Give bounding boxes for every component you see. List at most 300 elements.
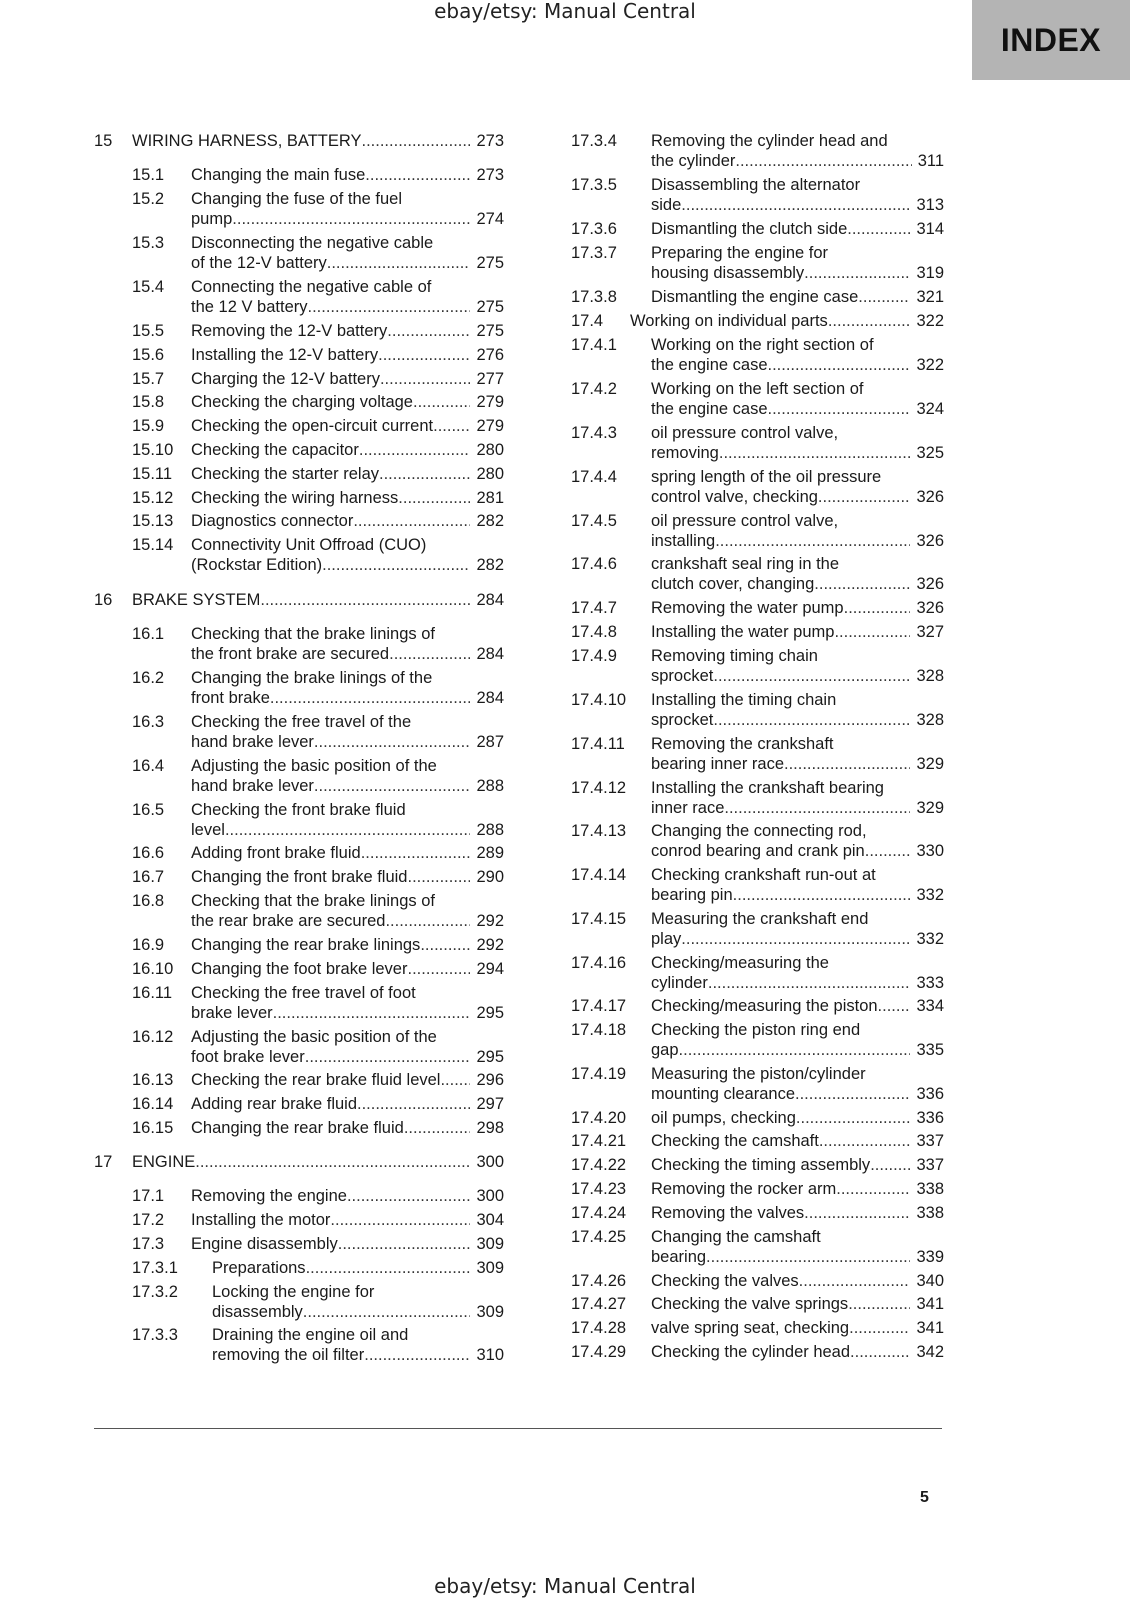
toc-leader-dots [322, 555, 470, 575]
toc-entry-text: disassembly [212, 1303, 303, 1321]
toc-entry-number: 15.6 [132, 346, 165, 364]
toc-entry-text: side [651, 196, 682, 214]
toc-entry-title [191, 891, 504, 931]
toc-entry-line [651, 598, 944, 618]
toc-entry-line [191, 1003, 504, 1023]
toc-entry-title [212, 1325, 504, 1365]
toc-entry-page: 288 [476, 821, 504, 839]
toc-entry-text: Removing timing chain [651, 647, 818, 665]
toc-entry-text: Charging the 12-V battery [191, 370, 380, 388]
toc-entry-page: 287 [476, 733, 504, 751]
toc-entry-number: 17.4.23 [571, 1180, 627, 1198]
toc-entry-text: the cylinder [651, 152, 736, 170]
toc-leader-dots [818, 487, 911, 507]
toc-entry-page: 275 [476, 298, 504, 316]
toc-entry-title [651, 1131, 944, 1151]
toc-entry-page: 314 [916, 220, 944, 238]
toc-entry-page: 336 [916, 1109, 944, 1127]
toc-entry-number: 16.10 [132, 960, 174, 978]
toc-entry-text: Checking the valves [651, 1272, 799, 1290]
toc-leader-dots [330, 1210, 470, 1230]
toc-entry-line [191, 253, 504, 273]
toc-entry-title [651, 1294, 944, 1314]
toc-entry-line [191, 800, 504, 820]
toc-entry-number: 17.4.5 [571, 512, 617, 530]
toc-entry-text: BRAKE SYSTEM [132, 591, 261, 609]
toc-entry-line [191, 297, 504, 317]
toc-entry-number: 16.5 [132, 801, 165, 819]
toc-entry-number: 17.3.8 [571, 288, 617, 306]
toc-entry-page: 279 [476, 393, 504, 411]
toc-leader-dots [713, 666, 910, 686]
toc-entry-line [651, 1084, 944, 1104]
toc-entry-page: 326 [916, 575, 944, 593]
toc-leader-dots [389, 644, 470, 664]
toc-entry-line [651, 263, 944, 283]
toc-entry-text: removing [651, 444, 719, 462]
toc-entry-page: 309 [476, 1259, 504, 1277]
toc-leader-dots [327, 253, 471, 273]
toc-entry-line [651, 1179, 944, 1199]
toc-entry-title [212, 1282, 504, 1322]
toc-entry-title [651, 467, 944, 507]
toc-entry-line [191, 321, 504, 341]
toc-entry-line [651, 511, 944, 531]
toc-entry-number: 16.2 [132, 669, 165, 687]
toc-entry-line [651, 1064, 944, 1084]
toc-entry-page: 337 [916, 1156, 944, 1174]
footer-watermark: ebay/etsy: Manual Central [434, 1574, 696, 1598]
toc-leader-dots [362, 131, 471, 151]
toc-entry-text: inner race [651, 799, 725, 817]
toc-entry-text: clutch cover, changing [651, 575, 815, 593]
toc-entry-line [191, 644, 504, 664]
toc-entry-text: Checking the free travel of foot [191, 984, 416, 1002]
toc-entry-text: Locking the engine for [212, 1283, 375, 1301]
toc-entry-number: 17.4.26 [571, 1272, 627, 1290]
toc-entry-text: Measuring the piston/cylinder [651, 1065, 866, 1083]
toc-entry-text: control valve, checking [651, 488, 818, 506]
toc-entry-page: 289 [476, 844, 504, 862]
toc-leader-dots [715, 531, 910, 551]
toc-entry-number: 17.4.11 [571, 735, 625, 753]
toc-entry-page: 275 [476, 322, 504, 340]
toc-entry-title [651, 646, 944, 686]
index-tab-label: INDEX [1000, 22, 1102, 58]
toc-entry-text: Checking the starter relay [191, 465, 380, 483]
toc-entry-text: Changing the camshaft [651, 1228, 821, 1246]
toc-entry-text: Preparing the engine for [651, 244, 829, 262]
toc-entry-number: 16.9 [132, 936, 165, 954]
toc-entry-text: Removing the rocker arm [651, 1180, 837, 1198]
toc-entry-page: 326 [916, 532, 944, 550]
toc-entry-text: gap [651, 1041, 679, 1059]
toc-entry-line [191, 843, 504, 863]
toc-leader-dots [407, 867, 470, 887]
toc-entry-title [191, 1070, 504, 1090]
toc-entry-text: Dismantling the engine case [651, 288, 859, 306]
toc-entry-text: play [651, 930, 682, 948]
toc-entry-page: 281 [476, 489, 504, 507]
toc-entry-line [651, 355, 944, 375]
toc-entry-number: 17.4.4 [571, 468, 617, 486]
toc-entry-number: 17.4.14 [571, 866, 627, 884]
toc-entry-title [191, 712, 504, 752]
toc-entry-line [191, 233, 504, 253]
toc-entry-number: 17.4.29 [571, 1343, 627, 1361]
toc-entry-title [651, 131, 944, 171]
toc-entry-page: 336 [916, 1085, 944, 1103]
toc-leader-dots [385, 911, 470, 931]
toc-entry-line [191, 1094, 504, 1114]
toc-entry-title [191, 392, 504, 412]
toc-entry-page: 329 [916, 799, 944, 817]
toc-entry-line [191, 1027, 504, 1047]
toc-entry-page: 288 [476, 777, 504, 795]
toc-entry-text: Changing the foot brake lever [191, 960, 408, 978]
toc-entry-title [191, 756, 504, 796]
toc-entry-text: brake lever [191, 1004, 273, 1022]
toc-leader-dots [232, 209, 470, 229]
toc-entry-title [212, 1258, 504, 1278]
toc-entry-title [191, 440, 504, 460]
toc-entry-line [651, 690, 944, 710]
toc-entry-page: 335 [916, 1041, 944, 1059]
toc-entry-title [191, 867, 504, 887]
toc-entry-number: 17.4.19 [571, 1065, 627, 1083]
toc-entry-line [651, 379, 944, 399]
toc-entry-title [651, 1318, 944, 1338]
toc-entry-line [651, 1271, 944, 1291]
toc-leader-dots [858, 287, 910, 307]
toc-entry-number: 17.4.17 [571, 997, 627, 1015]
toc-entry-text: the engine case [651, 400, 768, 418]
toc-entry-title [191, 959, 504, 979]
toc-entry-line [191, 935, 504, 955]
toc-entry-line [651, 710, 944, 730]
toc-entry-title [651, 1020, 944, 1060]
toc-entry-number: 16.13 [132, 1071, 174, 1089]
toc-entry-page: 328 [916, 711, 944, 729]
toc-entry-line [191, 867, 504, 887]
toc-entry-title [630, 311, 944, 331]
toc-entry-text: valve spring seat, checking [651, 1319, 850, 1337]
toc-entry-text: bearing pin [651, 886, 733, 904]
toc-entry-number: 16.12 [132, 1028, 174, 1046]
toc-leader-dots [733, 885, 911, 905]
toc-entry-number: 15.9 [132, 417, 165, 435]
toc-entry-text: Checking the rear brake fluid level [191, 1071, 441, 1089]
toc-entry-number: 15.4 [132, 278, 165, 296]
toc-entry-text: pump [191, 210, 233, 228]
toc-entry-number: 16.6 [132, 844, 165, 862]
toc-entry-title [651, 243, 944, 283]
toc-entry-number: 15.13 [132, 512, 174, 530]
toc-entry-title [191, 1186, 504, 1206]
toc-entry-title [191, 935, 504, 955]
toc-entry-line [191, 1210, 504, 1230]
toc-entry-line [191, 277, 504, 297]
toc-entry-number: 16.4 [132, 757, 165, 775]
toc-entry-number: 16.8 [132, 892, 165, 910]
toc-entry-number: 17.3.1 [132, 1259, 178, 1277]
toc-leader-dots [378, 345, 470, 365]
toc-entry-line [191, 511, 504, 531]
toc-entry-title [651, 865, 944, 905]
toc-entry-title [651, 1064, 944, 1104]
toc-entry-text: front brake [191, 689, 270, 707]
toc-entry-page: 333 [916, 974, 944, 992]
toc-leader-dots [735, 151, 911, 171]
toc-entry-text: conrod bearing and crank pin [651, 842, 865, 860]
toc-entry-page: 341 [916, 1319, 944, 1337]
toc-entry-line [191, 1186, 504, 1206]
toc-leader-dots [379, 464, 470, 484]
toc-entry-text: Installing the crankshaft bearing [651, 779, 884, 797]
toc-entry-title [651, 379, 944, 419]
toc-entry-text: the 12 V battery [191, 298, 308, 316]
toc-entry-page: 282 [476, 556, 504, 574]
toc-entry-number: 17.3.7 [571, 244, 617, 262]
toc-entry-page: 339 [916, 1248, 944, 1266]
toc-entry-text: Adding rear brake fluid [191, 1095, 358, 1113]
toc-entry-text: hand brake lever [191, 777, 314, 795]
toc-entry-page: 309 [476, 1235, 504, 1253]
toc-entry-page: 341 [916, 1295, 944, 1313]
toc-entry-text: Installing the timing chain [651, 691, 837, 709]
toc-leader-dots [433, 416, 470, 436]
toc-leader-dots [195, 1152, 470, 1172]
toc-leader-dots [353, 511, 470, 531]
toc-leader-dots [440, 1070, 470, 1090]
toc-entry-text: Adjusting the basic position of the [191, 757, 437, 775]
toc-entry-title [191, 488, 504, 508]
toc-entry-line [191, 165, 504, 185]
toc-entry-page: 295 [476, 1004, 504, 1022]
toc-entry-title [651, 1108, 944, 1128]
toc-entry-number: 17.4.15 [571, 910, 627, 928]
toc-entry-text: Installing the water pump [651, 623, 835, 641]
toc-entry-number: 17.4.7 [571, 599, 617, 617]
footer-divider [94, 1428, 942, 1429]
toc-entry-line [651, 219, 944, 239]
toc-entry-line [651, 487, 944, 507]
toc-entry-line [651, 1040, 944, 1060]
toc-entry-title [651, 287, 944, 307]
toc-entry-title [191, 1094, 504, 1114]
toc-entry-text: Checking the front brake fluid [191, 801, 406, 819]
toc-entry-title [651, 335, 944, 375]
toc-entry-line [651, 798, 944, 818]
toc-entry-number: 16 [94, 591, 113, 609]
toc-entry-text: Checking the charging voltage [191, 393, 413, 411]
toc-entry-page: 294 [476, 960, 504, 978]
toc-entry-text: Changing the fuse of the fuel [191, 190, 402, 208]
toc-leader-dots [365, 165, 470, 185]
toc-entry-number: 17.4.16 [571, 954, 627, 972]
toc-entry-text: WIRING HARNESS, BATTERY [132, 132, 362, 150]
toc-entry-number: 17.4.28 [571, 1319, 627, 1337]
toc-entry-page: 340 [916, 1272, 944, 1290]
toc-leader-dots [314, 732, 471, 752]
toc-entry-title [191, 668, 504, 708]
index-tab [972, 0, 1130, 80]
toc-entry-line [191, 668, 504, 688]
toc-entry-text: Installing the motor [191, 1211, 331, 1229]
toc-entry-number: 17.4.2 [571, 380, 617, 398]
toc-entry-line [191, 712, 504, 732]
toc-leader-dots [850, 1342, 910, 1362]
toc-entry-text: removing the oil filter [212, 1346, 365, 1364]
toc-entry-text: Disconnecting the negative cable [191, 234, 434, 252]
toc-entry-text: Changing the rear brake linings [191, 936, 421, 954]
toc-entry-text: Diagnostics connector [191, 512, 354, 530]
toc-entry-text: Checking the capacitor [191, 441, 359, 459]
toc-leader-dots [308, 297, 471, 317]
toc-leader-dots [836, 1179, 910, 1199]
toc-leader-dots [347, 1186, 471, 1206]
toc-entry-line [651, 287, 944, 307]
toc-entry-number: 15.8 [132, 393, 165, 411]
toc-leader-dots [796, 1108, 911, 1128]
toc-entry-number: 17.4.20 [571, 1109, 627, 1127]
toc-leader-dots [270, 688, 471, 708]
toc-entry-line [191, 688, 504, 708]
toc-entry-line [132, 590, 504, 610]
toc-entry-title [651, 909, 944, 949]
toc-leader-dots [338, 1234, 471, 1254]
toc-entry-number: 16.14 [132, 1095, 174, 1113]
toc-entry-title [651, 778, 944, 818]
toc-entry-line [191, 891, 504, 911]
toc-entry-number: 15.12 [132, 489, 174, 507]
toc-entry-line [651, 574, 944, 594]
toc-leader-dots [407, 959, 470, 979]
toc-entry-line [651, 646, 944, 666]
toc-entry-title [191, 345, 504, 365]
toc-entry-text: Removing the cylinder head and [651, 132, 888, 150]
toc-entry-line [651, 554, 944, 574]
toc-entry-line [651, 821, 944, 841]
toc-entry-number: 16.7 [132, 868, 165, 886]
toc-entry-text: Changing the main fuse [191, 166, 366, 184]
toc-leader-dots [834, 622, 910, 642]
toc-entry-line [651, 734, 944, 754]
toc-leader-dots [713, 710, 910, 730]
toc-entry-title [651, 734, 944, 774]
toc-entry-line [651, 841, 944, 861]
toc-entry-number: 15.11 [132, 465, 173, 483]
toc-entry-line [191, 345, 504, 365]
toc-entry-page: 274 [476, 210, 504, 228]
toc-entry-page: 300 [476, 1187, 504, 1205]
toc-entry-line [651, 1203, 944, 1223]
toc-entry-title [651, 1179, 944, 1199]
toc-entry-number: 17.1 [132, 1187, 165, 1205]
toc-leader-dots [804, 1203, 910, 1223]
toc-entry-page: 327 [916, 623, 944, 641]
toc-leader-dots [870, 1155, 910, 1175]
toc-entry-line [212, 1345, 504, 1365]
toc-entry-title [651, 1342, 944, 1362]
toc-entry-title [651, 1227, 944, 1267]
toc-entry-text: Changing the rear brake fluid [191, 1119, 404, 1137]
toc-entry-page: 284 [476, 591, 504, 609]
toc-entry-number: 17 [94, 1153, 113, 1171]
toc-entry-text: Connecting the negative cable of [191, 278, 432, 296]
toc-entry-line [651, 909, 944, 929]
toc-entry-page: 296 [476, 1071, 504, 1089]
toc-entry-line [651, 1108, 944, 1128]
toc-entry-line [191, 488, 504, 508]
toc-entry-title [191, 535, 504, 575]
toc-entry-text: Checking the valve springs [651, 1295, 849, 1313]
toc-entry-page: 324 [916, 400, 944, 418]
toc-entry-text: Removing the valves [651, 1204, 805, 1222]
toc-leader-dots [708, 973, 911, 993]
toc-entry-text: Checking the timing assembly [651, 1156, 871, 1174]
toc-entry-text: oil pumps, checking [651, 1109, 796, 1127]
toc-entry-number: 17.4.10 [571, 691, 627, 709]
toc-entry-text: hand brake lever [191, 733, 314, 751]
toc-leader-dots [225, 820, 471, 840]
toc-entry-number: 17.4 [571, 312, 604, 330]
toc-entry-text: cylinder [651, 974, 708, 992]
toc-entry-line [191, 535, 504, 555]
toc-entry-line [651, 399, 944, 419]
toc-entry-text: bearing [651, 1248, 707, 1266]
toc-entry-title [651, 598, 944, 618]
toc-entry-title [651, 219, 944, 239]
toc-entry-page: 290 [476, 868, 504, 886]
toc-entry-line [651, 1020, 944, 1040]
toc-entry-line [191, 776, 504, 796]
toc-leader-dots [795, 1084, 910, 1104]
toc-entry-number: 17.4.3 [571, 424, 617, 442]
toc-entry-text: Checking/measuring the [651, 954, 829, 972]
toc-entry-line [651, 929, 944, 949]
toc-entry-line [191, 440, 504, 460]
toc-entry-text: Preparations [212, 1259, 306, 1277]
toc-leader-dots [681, 929, 910, 949]
toc-entry-page: 280 [476, 441, 504, 459]
toc-entry-title [651, 996, 944, 1016]
toc-entry-text: the front brake are secured [191, 645, 390, 663]
toc-entry-page: 332 [916, 886, 944, 904]
toc-entry-line [191, 911, 504, 931]
toc-entry-number: 17.4.24 [571, 1204, 627, 1222]
toc-leader-dots [784, 754, 910, 774]
toc-leader-dots [305, 1047, 471, 1067]
toc-entry-number: 17.3.4 [571, 132, 617, 150]
toc-entry-number: 17.4.18 [571, 1021, 627, 1039]
toc-entry-title [191, 800, 504, 840]
toc-entry-line [191, 1118, 504, 1138]
toc-entry-text: housing disassembly [651, 264, 805, 282]
toc-entry-number: 15.1 [132, 166, 165, 184]
toc-entry-line [651, 953, 944, 973]
toc-leader-dots [413, 392, 470, 412]
toc-leader-dots [398, 488, 470, 508]
toc-entry-page: 276 [476, 346, 504, 364]
toc-entry-number: 17.3.5 [571, 176, 617, 194]
toc-entry-number: 15.2 [132, 190, 165, 208]
toc-entry-number: 16.11 [132, 984, 173, 1002]
toc-entry-page: 322 [916, 356, 944, 374]
toc-entry-line [212, 1282, 504, 1302]
toc-entry-text: (Rockstar Edition) [191, 556, 323, 574]
toc-entry-title [191, 624, 504, 664]
